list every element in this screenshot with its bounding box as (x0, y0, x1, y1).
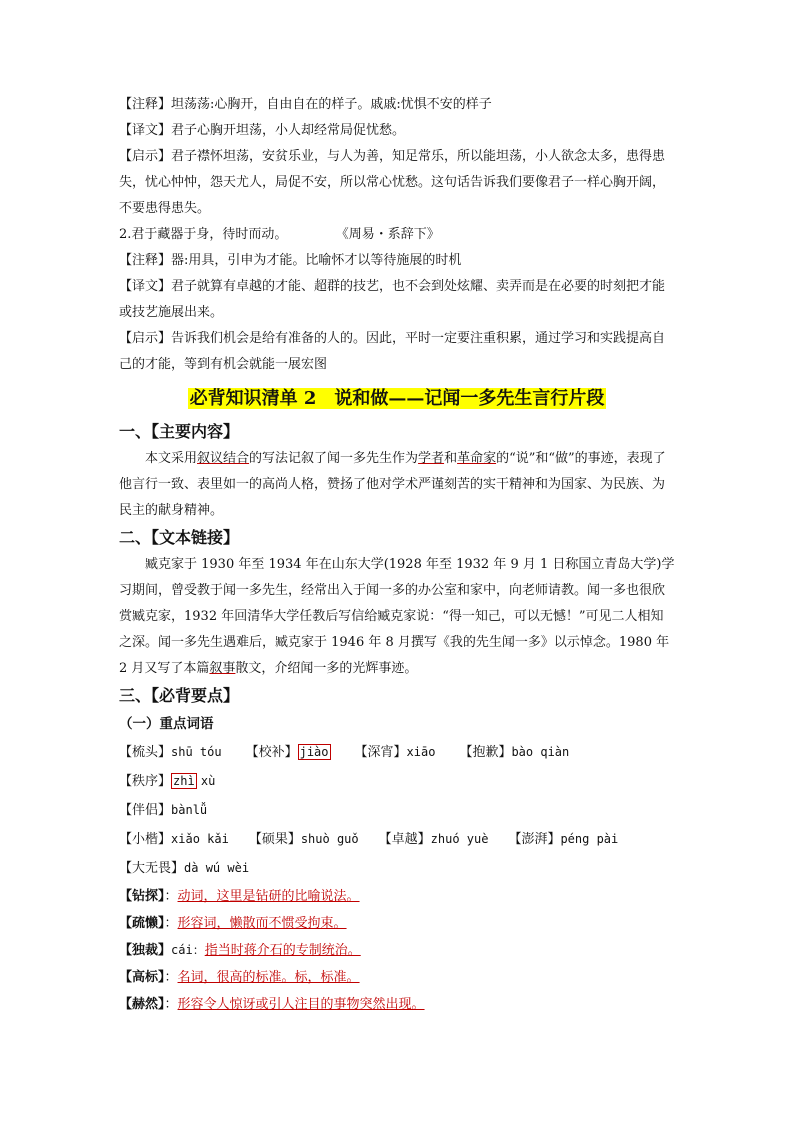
translation-paragraph: 【译文】君子心胸开坦荡，小人却经常局促忧愁。 (119, 123, 406, 138)
text-run: 和 (444, 451, 458, 466)
banner-title: 必背知识清单 2 说和做——记闻一多先生言行片段 (189, 388, 605, 409)
vocab-item: 【深宵】xiāo (354, 745, 436, 760)
heading-main-content: 一、【主要内容】 (119, 422, 240, 441)
vocab-row (119, 796, 675, 825)
text-run: 散文，介绍闻一多的光辉事迹。 (235, 661, 418, 676)
vocab-item: 【校补】 jiào (245, 745, 329, 760)
vocab-item: 【澎湃】péng pài (508, 832, 619, 847)
vocab-row (119, 738, 675, 796)
text-run: 臧克家于 1930 年至 1934 年在山东大学(1928 年至 1932 年 9 月 1 日称国立青岛大学)学习期间，曾受教于闻一多先生，经常出入于闻一多的办公室和家中，向老师请教。闻一多也很欣赏臧克家，1932 年回清华大学任教后写信给臧克家说：“得一知己，可以无憾！”可见二人相知之深。闻一多先生遇难后，臧克家于 1946 年 8 月撰写《我的先生闻一多》以示悼念。1980 年 2 月又写了本篇 (119, 557, 675, 676)
definition-text: 指当时蒋介石的专制统治。 (204, 943, 361, 958)
vocab-item: 【抱歉】bào qiàn (459, 745, 570, 760)
note-paragraph: 【注释】器:用具，引申为才能。比喻怀才以等待施展的时机 (119, 253, 462, 268)
underlined-term: 叙议结合 (197, 451, 250, 466)
definition-text: 动词，这里是钻研的比喻说法。 (177, 889, 360, 904)
underlined-term: 叙事 (209, 661, 236, 676)
quote-source: 《周易・系辞下》 (335, 227, 440, 242)
definition-line: 【钻探】：动词，这里是钻研的比喻说法。 (119, 889, 360, 904)
definition-text: 形容词，懒散而不惯受拘束。 (177, 916, 347, 931)
hint-paragraph: 【启示】告诉我们机会是给有准备的人的。因此，平时一定要注重积累，通过学习和实践提高自己的才能，等到有机会就能一展宏图 (119, 331, 666, 372)
vocab-item: 【小楷】xiǎo kǎi (119, 832, 229, 847)
heading-key-points: 三、【必背要点】 (119, 686, 240, 705)
boxed-pinyin: zhì (173, 774, 195, 788)
vocab-item: 【大无畏】dà wú wèi (119, 861, 250, 876)
hint-paragraph: 【启示】君子襟怀坦荡，安贫乐业，与人为善，知足常乐，所以能坦荡，小人欲念太多，患得患失，忧心忡忡，怨天尤人，局促不安，所以常心忧愁。这句话告诉我们要像君子一样心胸开阔，不要患得患失。 (119, 149, 666, 216)
main-content-paragraph (119, 446, 675, 524)
text-run: 的写法记叙了闻一多先生作为 (249, 451, 419, 466)
subheading-key-words: （一）重点词语 (119, 716, 214, 732)
quote-line (119, 222, 675, 248)
definition-text: 名词，很高的标准。标，标准。 (177, 970, 360, 985)
definition-line: 【高标】：名词，很高的标准。标，标准。 (119, 970, 360, 985)
definition-line: 【赫然】：形容令人惊讶或引人注目的事物突然出现。 (119, 997, 425, 1012)
heading-text-link: 二、【文本链接】 (119, 528, 240, 547)
text-run: 的“说”和“做”的事迹，表现了他言行一致、表里如一的高尚人格，赞扬了他对学术严谨刻苦的实干精神和为国家、为民族、为民主的献身精神。 (119, 451, 666, 518)
vocab-row (119, 825, 675, 883)
vocab-item: 【梳头】shū tóu (119, 745, 222, 760)
document-page (119, 92, 675, 1018)
translation-paragraph: 【译文】君子就算有卓越的才能、超群的技艺，也不会到处炫耀、卖弄而是在必要的时刻把才能或技艺施展出来。 (119, 279, 666, 320)
definition-line: 【疏懒】：形容词，懒散而不惯受拘束。 (119, 916, 347, 931)
underlined-term: 革命家 (457, 451, 497, 466)
vocab-item: 【卓越】zhuó yuè (378, 832, 489, 847)
definition-line: 【独裁】cái：指当时蒋介石的专制统治。 (119, 943, 361, 958)
quote-text: 2.君于藏器于身，待时而动。 (119, 227, 288, 242)
vocab-item: 【伴侣】bànlǚ (119, 803, 208, 818)
section-banner (119, 384, 675, 414)
note-paragraph: 【注释】坦荡荡:心胸开，自由自在的样子。戚戚:忧惧不安的样子 (119, 97, 492, 112)
vocab-item: 【秩序】 zhì xù (119, 774, 216, 789)
text-link-paragraph (119, 552, 675, 682)
vocab-item: 【硕果】shuò guǒ (248, 832, 359, 847)
underlined-term: 学者 (418, 451, 445, 466)
definition-text: 形容令人惊讶或引人注目的事物突然出现。 (177, 997, 425, 1012)
text-run: 本文采用 (145, 451, 198, 466)
boxed-pinyin: jiào (299, 745, 329, 759)
